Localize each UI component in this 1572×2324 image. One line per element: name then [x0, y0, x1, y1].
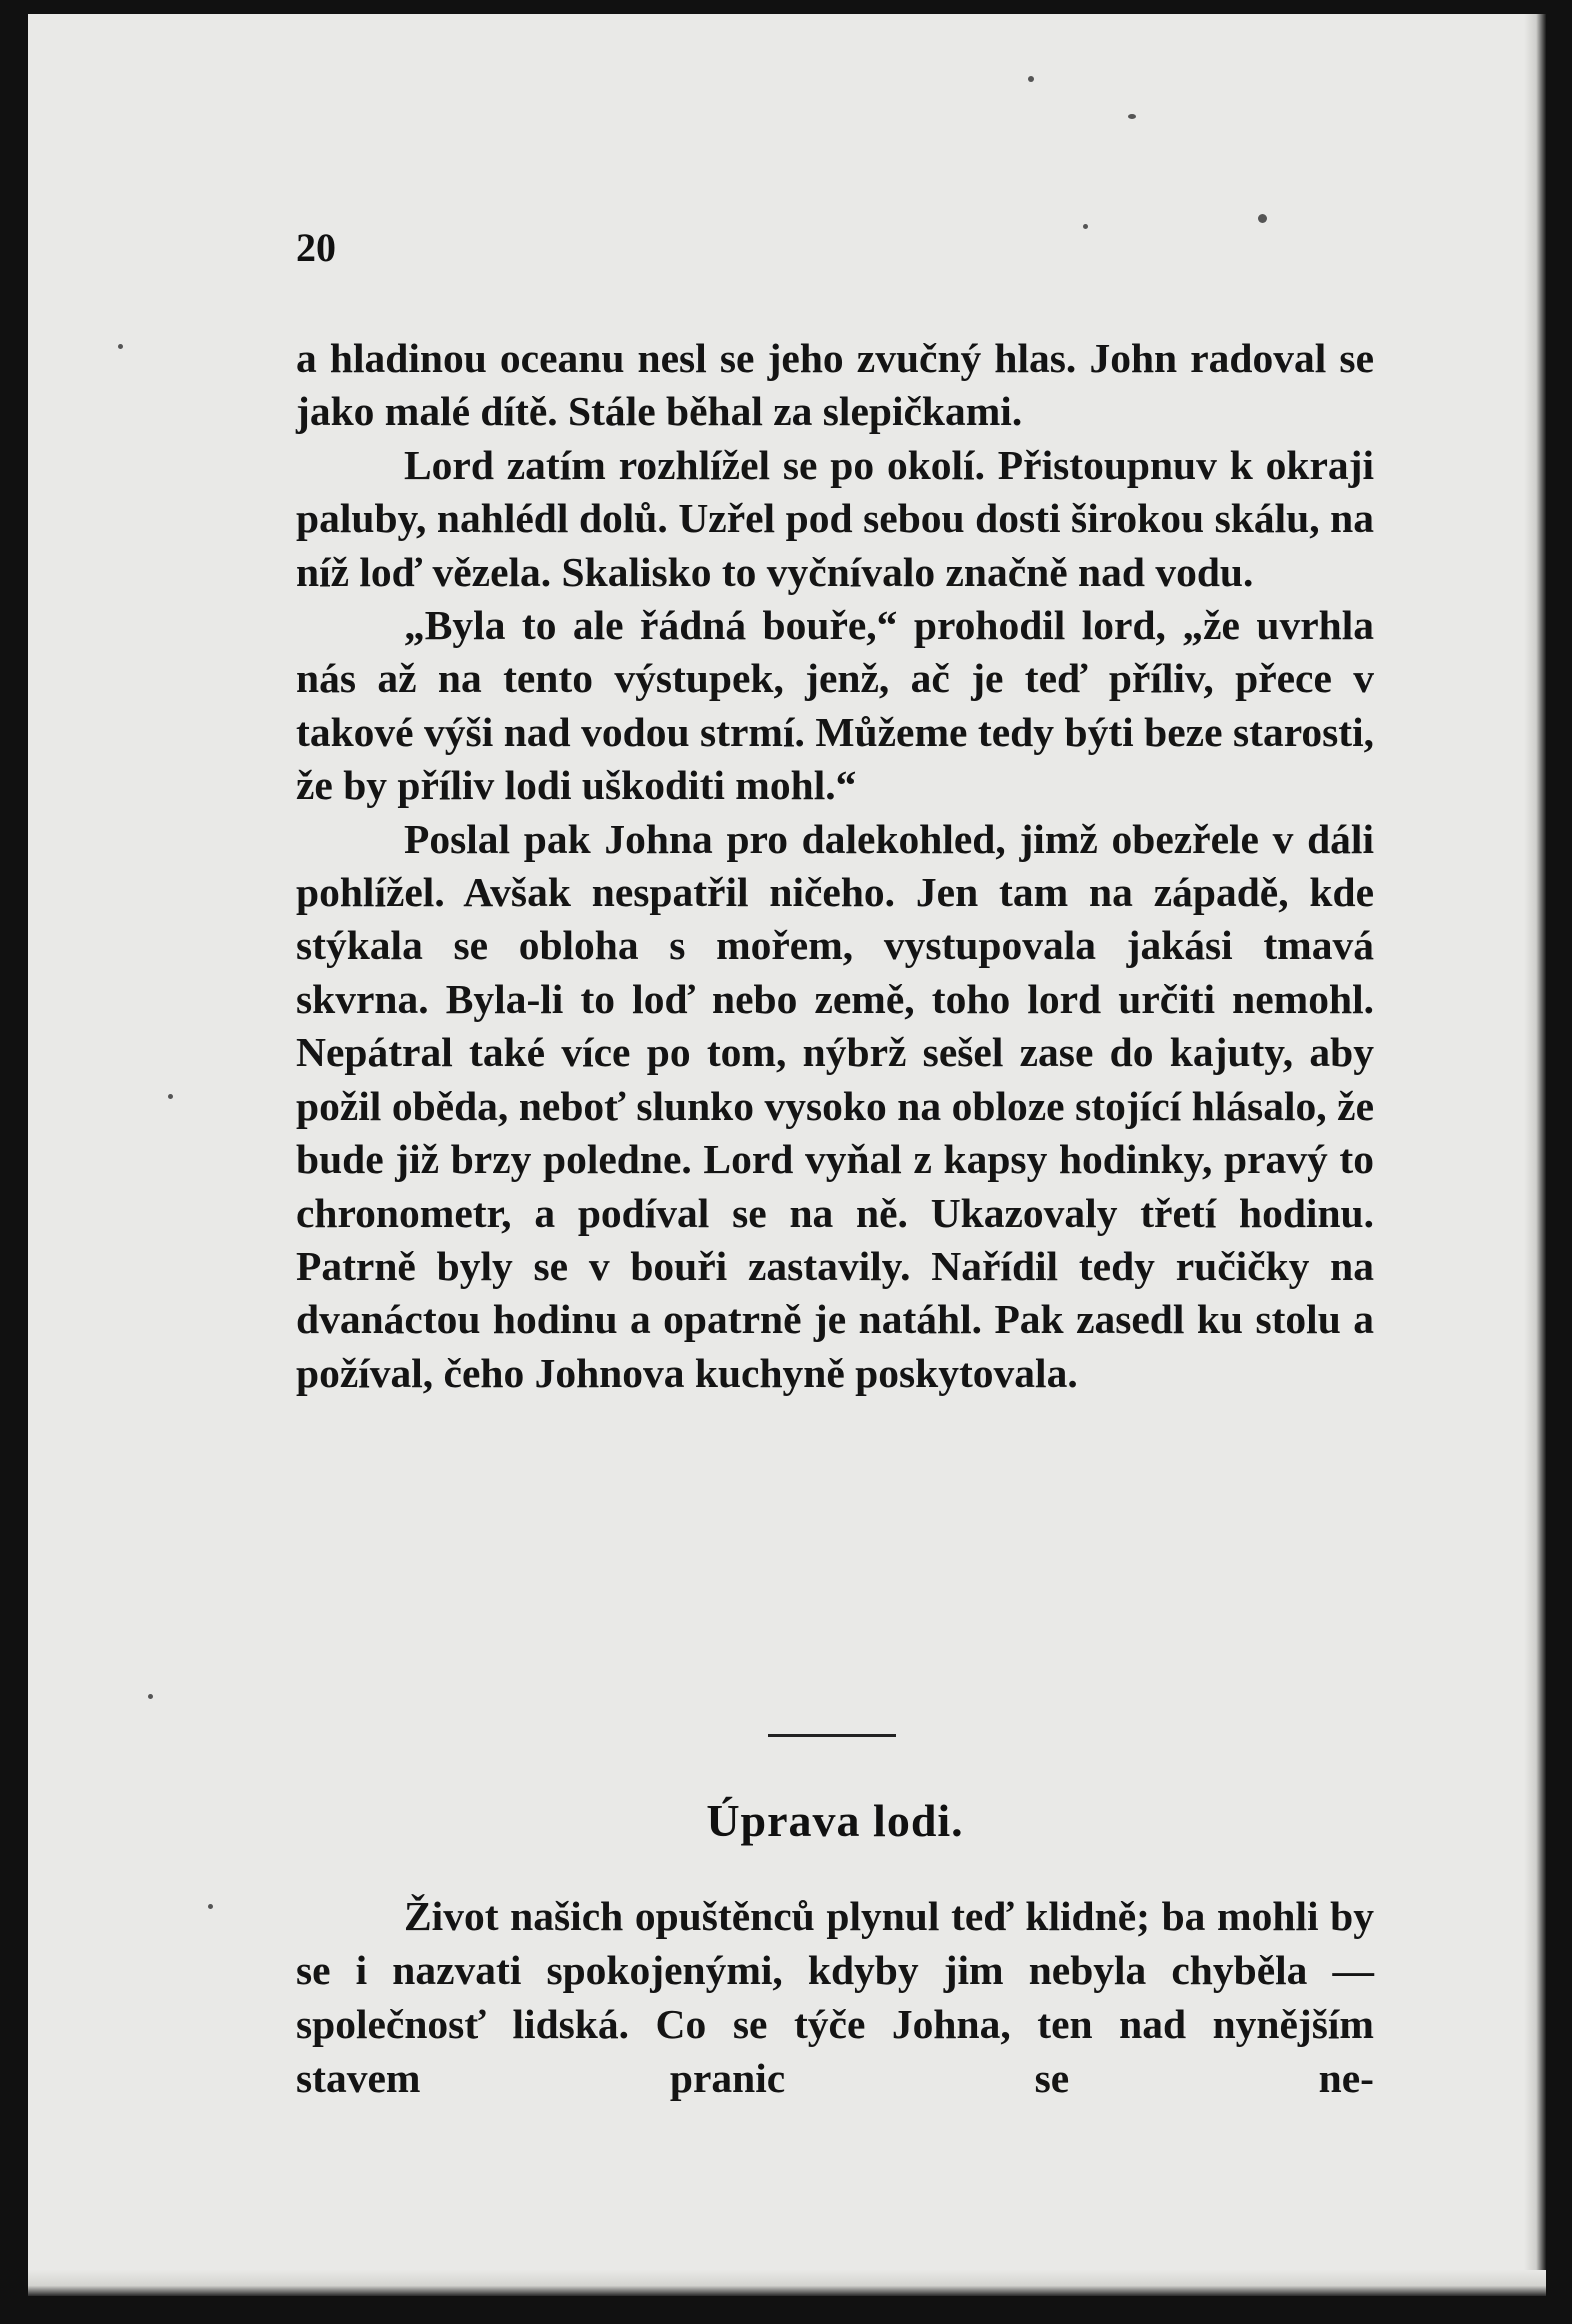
scan-speck	[1258, 214, 1267, 223]
section-separator	[768, 1734, 896, 1737]
scan-speck	[148, 1694, 153, 1699]
book-page	[28, 14, 1546, 2296]
scan-speck	[1028, 76, 1034, 82]
paragraph-3: „Byla to ale řádná bouře,“ prohodil lord, „že uvrhla nás až na tento výstupek, jenž, ač je teď příliv, přece v takové výši nad vodou strmí. Můžeme tedy býti beze starosti, že by příliv lodi uškoditi mohl.“	[296, 602, 1374, 809]
page-number: 20	[296, 225, 336, 270]
paragraph-2: Lord zatím rozhlížel se po okolí. Přistoupnuv k okraji paluby, nahlédl dolů. Uzřel pod sebou dosti širokou skálu, na níž loď vězela. Skalisko to vyčnívalo značně nad vodu.	[296, 441, 1374, 595]
section-text	[296, 1889, 1374, 2105]
scan-speck	[118, 344, 123, 349]
paragraph-1: a hladinou oceanu nesl se jeho zvučný hlas. John radoval se jako malé dítě. Stále běhal za slepičkami.	[296, 335, 1374, 435]
scan-edge-right	[1524, 14, 1546, 2296]
scan-speck	[1128, 114, 1136, 119]
scan-speck	[168, 1094, 173, 1099]
section-title: Úprava lodi.	[706, 1795, 964, 1846]
section-paragraph-1: Život našich opuštěnců plynul teď klidně; ba mohli by se i nazvati spokojenými, kdyby jim nebyla chyběla — společnosť lidská. Co se týče Johna, ten nad nynějším stavem pranic se ne-	[296, 1893, 1374, 2101]
scan-speck	[208, 1904, 213, 1909]
scan-edge-bottom	[28, 2270, 1546, 2296]
main-text	[296, 332, 1374, 1400]
paragraph-4: Poslal pak Johna pro dalekohled, jimž obezřele v dáli pohlížel. Avšak nespatřil ničeho. Jen tam na západě, kde stýkala se obloha s mořem, vystupovala jakási tmavá skvrna. Byla-li to loď nebo země, toho lord určiti nemohl. Nepátral také více po tom, nýbrž sešel zase do kajuty, aby požil oběda, neboť slunko vysoko na obloze stojící hlásalo, že bude již brzy poledne. Lord vyňal z kapsy hodinky, pravý to chronometr, a podíval se na ně. Ukazovaly třetí hodinu. Patrně byly se v bouři zastavily. Nařídil tedy ručičky na dvanáctou hodinu a opatrně je natáhl. Pak zasedl ku stolu a požíval, čeho Johnova kuchyně poskytovala.	[296, 815, 1374, 1396]
scan-speck	[1083, 224, 1088, 229]
